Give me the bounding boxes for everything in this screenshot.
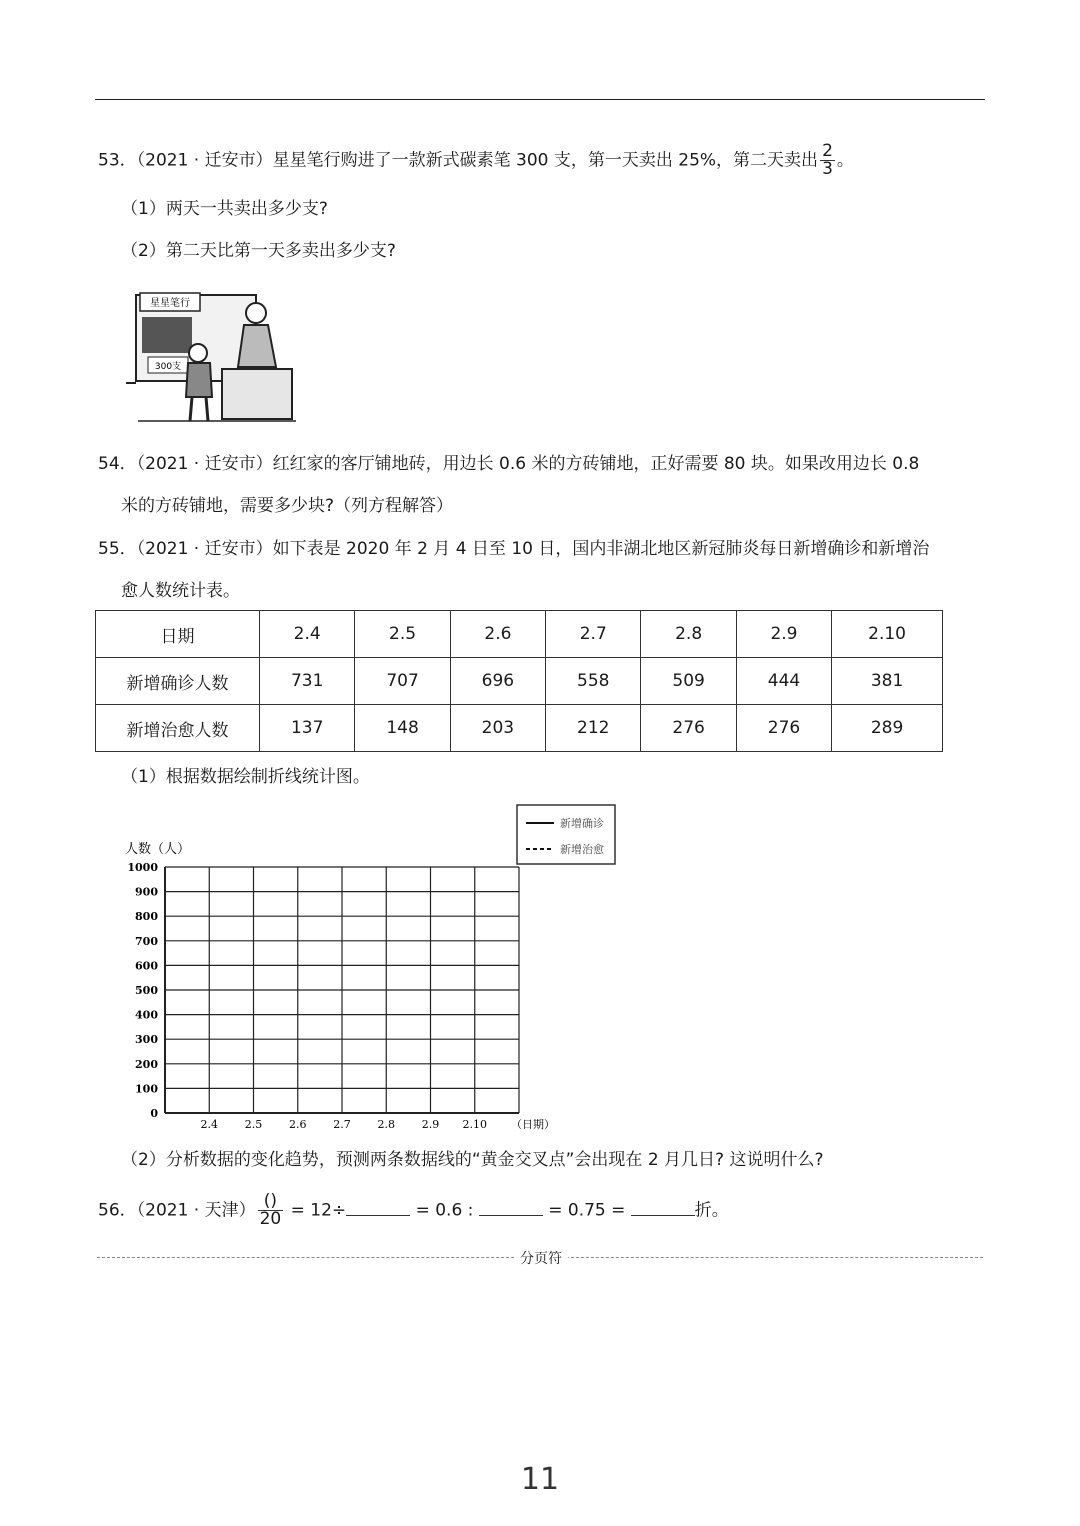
table-cell: 148 bbox=[355, 705, 450, 752]
chart-y-tick-label: 300 bbox=[135, 1033, 158, 1047]
table-cell: 2.8 bbox=[641, 611, 736, 658]
table-cell: 444 bbox=[736, 658, 831, 705]
q55-sub1: （1）根据数据绘制折线统计图。 bbox=[121, 767, 370, 787]
q53-sub1: （1）两天一共卖出多少支? bbox=[121, 199, 328, 219]
chart-x-tick-label: 2.9 bbox=[421, 1118, 440, 1131]
chart-y-tick-label: 700 bbox=[135, 934, 158, 948]
table-cell: 137 bbox=[260, 705, 355, 752]
q53-sub2: （2）第二天比第一天多卖出多少支? bbox=[121, 241, 396, 261]
table-row bbox=[96, 611, 943, 658]
chart-x-tick-label: 2.8 bbox=[377, 1118, 395, 1131]
table-cell: 2.5 bbox=[355, 611, 450, 658]
q54-line1: 54．（2021 · 迁安市）红红家的客厅铺地砖，用边长 0.6 米的方砖铺地，正好需要 80 块。如果改用边长 0.8 bbox=[98, 454, 920, 474]
chart-x-tick-label: 2.5 bbox=[244, 1118, 263, 1131]
table-cell: 558 bbox=[546, 658, 641, 705]
q56-frac-den: 20 bbox=[259, 1209, 282, 1229]
chart-legend-label: 新增治愈 bbox=[560, 843, 604, 856]
table-cell: 276 bbox=[736, 705, 831, 752]
q56-part3: = 0.75 = bbox=[548, 1200, 626, 1221]
q55-line-chart bbox=[120, 800, 625, 1135]
table-cell: 696 bbox=[450, 658, 545, 705]
table-cell: 707 bbox=[355, 658, 450, 705]
table-cell: 新增治愈人数 bbox=[96, 705, 260, 752]
table-cell: 731 bbox=[260, 658, 355, 705]
illus-box-text: 300支 bbox=[154, 362, 182, 372]
q56-prefix: 56．（2021 · 天津） bbox=[98, 1200, 256, 1221]
page-number: 11 bbox=[520, 1462, 560, 1497]
q53-stem-text: 53．（2021 · 迁安市）星星笔行购进了一款新式碳素笔 300 支，第一天卖出 25%，第二天卖出 bbox=[98, 150, 819, 171]
chart-y-tick-label: 500 bbox=[135, 984, 158, 997]
chart-y-tick-label: 1000 bbox=[127, 861, 158, 874]
chart-x-tick-label: 2.7 bbox=[333, 1118, 351, 1131]
chart-y-tick-label: 400 bbox=[135, 1008, 158, 1022]
q53-stem-suffix: 。 bbox=[836, 150, 854, 171]
q56-blank-3[interactable] bbox=[631, 1201, 695, 1216]
table-cell: 203 bbox=[450, 705, 545, 752]
q55-sub2: （2）分析数据的变化趋势，预测两条数据线的“黄金交叉点”会出现在 2 月几日? 这说明什么? bbox=[121, 1150, 824, 1170]
q56-part4: 折。 bbox=[694, 1200, 729, 1221]
top-rule bbox=[95, 99, 985, 100]
table-cell: 2.9 bbox=[736, 611, 831, 658]
q53-fraction bbox=[820, 143, 835, 178]
chart-y-tick-label: 100 bbox=[135, 1082, 158, 1096]
q56-blank-1[interactable] bbox=[346, 1201, 410, 1216]
q56-fraction bbox=[258, 1193, 284, 1228]
table-row bbox=[96, 705, 943, 752]
table-row bbox=[96, 658, 943, 705]
q56-part2: = 0.6 : bbox=[415, 1200, 474, 1221]
chart-x-axis-label: （日期） bbox=[511, 1118, 555, 1131]
table-cell: 289 bbox=[832, 705, 943, 752]
page-break-label: 分页符 bbox=[514, 1248, 568, 1268]
table-cell: 2.4 bbox=[260, 611, 355, 658]
q56-blank-2[interactable] bbox=[479, 1201, 543, 1216]
q56-stem bbox=[98, 1193, 729, 1228]
q53-illustration bbox=[126, 289, 298, 427]
q53-frac-den: 3 bbox=[822, 159, 833, 179]
q53-stem bbox=[98, 143, 854, 178]
q56-part1: = 12÷ bbox=[290, 1200, 347, 1221]
table-cell: 新增确诊人数 bbox=[96, 658, 260, 705]
chart-x-tick-label: 2.6 bbox=[289, 1118, 307, 1131]
chart-legend-label: 新增确诊 bbox=[560, 817, 604, 830]
table-cell: 2.6 bbox=[450, 611, 545, 658]
table-cell: 276 bbox=[641, 705, 736, 752]
q55-data-table bbox=[95, 610, 943, 752]
q55-line1: 55．（2021 · 迁安市）如下表是 2020 年 2 月 4 日至 10 日，国内非湖北地区新冠肺炎每日新增确诊和新增治 bbox=[98, 539, 930, 559]
q54-line2: 米的方砖铺地，需要多少块?（列方程解答） bbox=[121, 496, 454, 516]
q56-frac-num: () bbox=[258, 1193, 284, 1211]
chart-y-tick-label: 600 bbox=[135, 959, 158, 973]
q53-frac-num: 2 bbox=[822, 141, 833, 161]
illus-sign-text: 星星笔行 bbox=[150, 298, 190, 309]
chart-y-tick-label: 0 bbox=[150, 1107, 158, 1120]
chart-x-tick-label: 2.4 bbox=[200, 1118, 218, 1131]
chart-y-axis-label: 人数（人） bbox=[125, 842, 191, 857]
table-cell: 509 bbox=[641, 658, 736, 705]
q55-line2: 愈人数统计表。 bbox=[121, 581, 240, 601]
chart-x-tick-label: 2.10 bbox=[462, 1118, 487, 1131]
table-cell: 2.7 bbox=[546, 611, 641, 658]
table-cell: 212 bbox=[546, 705, 641, 752]
table-cell: 日期 bbox=[96, 611, 260, 658]
chart-y-tick-label: 900 bbox=[135, 885, 158, 899]
table-cell: 381 bbox=[832, 658, 943, 705]
chart-y-tick-label: 200 bbox=[135, 1057, 158, 1071]
chart-y-tick-label: 800 bbox=[135, 910, 158, 924]
table-cell: 2.10 bbox=[832, 611, 943, 658]
